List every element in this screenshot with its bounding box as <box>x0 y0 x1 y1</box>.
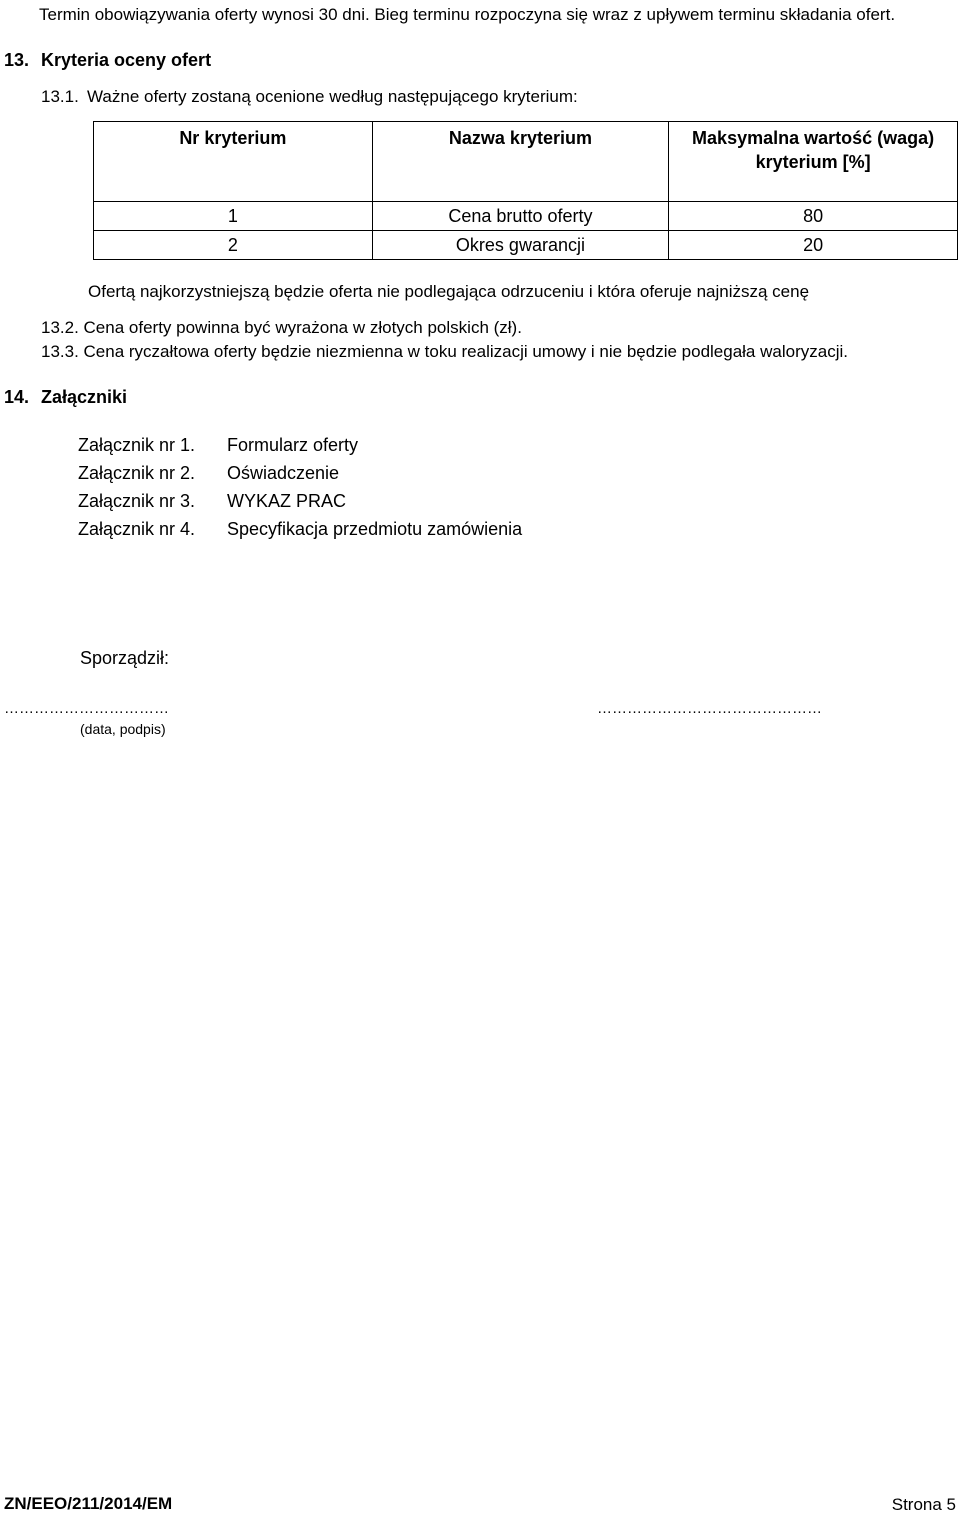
best-offer-note: Ofertą najkorzystniejszą będzie oferta nie podlegająca odrzuceniu i która oferuje najniższą cenę <box>88 282 810 301</box>
prepared-by-label: Sporządził: <box>80 648 170 668</box>
attachment-name: Specyfikacja przedmiotu zamówienia <box>227 519 523 539</box>
attachment-number: Załącznik nr 1. <box>78 435 196 455</box>
section-14-title: Załączniki <box>41 387 128 407</box>
signature-dots-left: …………………………… <box>4 700 169 717</box>
attachment-name: Oświadczenie <box>227 463 340 483</box>
attachment-number: Załącznik nr 4. <box>78 519 196 539</box>
criterion-number: 1 <box>94 202 373 231</box>
signature-dots-right: ……………………………………… <box>597 700 822 717</box>
signature-caption: (data, podpis) <box>80 721 166 737</box>
page-number: Strona 5 <box>891 1495 956 1514</box>
paragraph-13-3: 13.3. Cena ryczałtowa oferty będzie niezmienna w toku realizacji umowy i nie będzie podlegała waloryzacji. <box>41 342 848 361</box>
criteria-table <box>93 121 958 260</box>
section-13-title: Kryteria oceny ofert <box>41 50 212 70</box>
paragraph-13-1-text: Ważne oferty zostaną ocenione według następującego kryterium: <box>87 87 578 106</box>
attachment-name: Formularz oferty <box>227 435 359 455</box>
validity-paragraph: Termin obowiązywania oferty wynosi 30 dni. Bieg terminu rozpoczyna się wraz z upływem terminu składania ofert. <box>39 5 896 24</box>
paragraph-13-1-number: 13.1. <box>41 87 79 106</box>
header-nazwa-kryterium: Nazwa kryterium <box>372 122 669 202</box>
criterion-weight: 80 <box>669 202 958 231</box>
criterion-name: Okres gwarancji <box>372 231 669 260</box>
section-13-number: 13. <box>4 50 30 70</box>
paragraph-13-2: 13.2. Cena oferty powinna być wyrażona w złotych polskich (zł). <box>41 318 522 337</box>
header-maksymalna-wartosc: Maksymalna wartość (waga) kryterium [%] <box>669 122 958 202</box>
criterion-weight: 20 <box>669 231 958 260</box>
criterion-number: 2 <box>94 231 373 260</box>
attachment-number: Załącznik nr 3. <box>78 491 196 511</box>
criteria-table-header-row <box>94 122 958 202</box>
criterion-name: Cena brutto oferty <box>372 202 669 231</box>
attachment-number: Załącznik nr 2. <box>78 463 196 483</box>
table-row <box>94 231 958 260</box>
attachment-name: WYKAZ PRAC <box>227 491 347 511</box>
header-nr-kryterium: Nr kryterium <box>94 122 373 202</box>
section-14-number: 14. <box>4 387 30 407</box>
document-reference: ZN/EEO/211/2014/EM <box>4 1494 173 1513</box>
table-row <box>94 202 958 231</box>
